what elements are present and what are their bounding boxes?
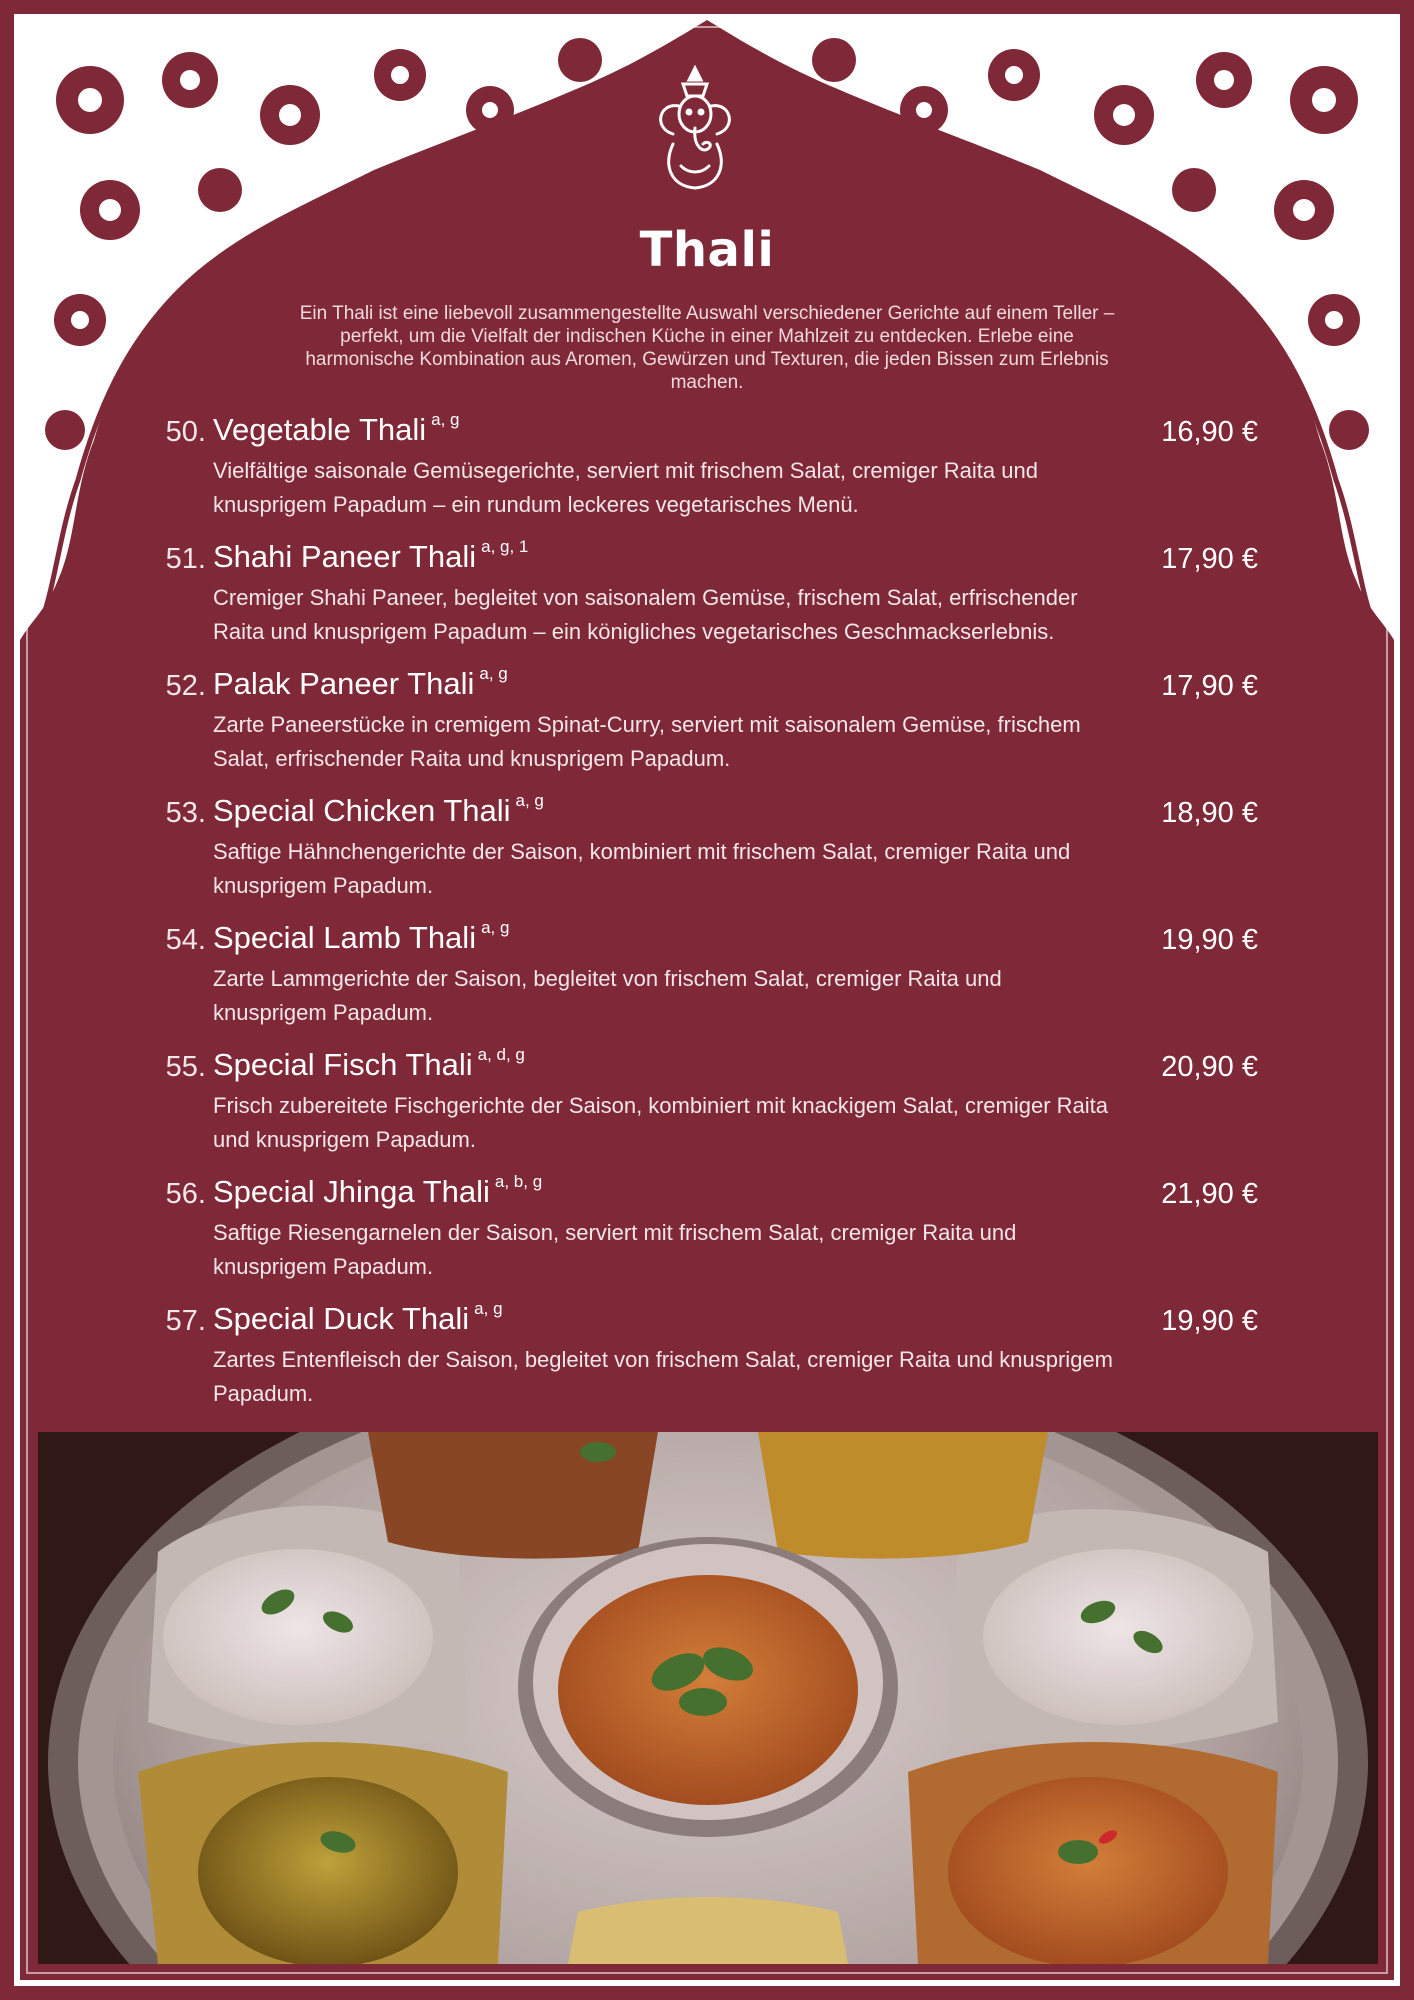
item-price: 18,90 € <box>1161 797 1258 829</box>
menu-list <box>158 412 1258 1428</box>
menu-item <box>158 920 1258 1047</box>
item-number: 56. <box>165 1178 206 1210</box>
item-name: Palak Paneer Thali $^{a, g}$ <box>213 664 508 701</box>
allergen-codes: a, g <box>479 664 508 683</box>
item-price: 19,90 € <box>1161 1305 1258 1337</box>
item-description: Saftige Riesengarnelen der Saison, serviert mit frischem Salat, cremiger Raita und knusprigem Papadum. <box>213 1220 1017 1279</box>
item-price: 20,90 € <box>1161 1051 1258 1083</box>
menu-item <box>158 1174 1258 1301</box>
allergen-codes: a, b, g <box>494 1172 543 1191</box>
item-price: 16,90 € <box>1161 416 1258 448</box>
allergen-codes: a, g, 1 <box>481 537 529 556</box>
item-description: Zarte Paneerstücke in cremigem Spinat-Curry, serviert mit saisonalem Gemüse, frischem Salat, erfrischender Raita und knusprigem Papadum. <box>213 712 1081 771</box>
item-number: 53. <box>165 797 206 829</box>
item-number: 54. <box>165 924 206 956</box>
item-name: Shahi Paneer Thali $^{a, g, 1}$ <box>213 537 529 574</box>
menu-item <box>158 666 1258 793</box>
menu-item <box>158 793 1258 920</box>
item-price: 17,90 € <box>1161 670 1258 702</box>
menu-item <box>158 1047 1258 1174</box>
ganesha-icon <box>645 62 745 202</box>
thali-food-photo <box>38 1432 1378 1964</box>
item-name: Special Jhinga Thali $^{a, b, g}$ <box>213 1172 543 1209</box>
item-description: Vielfältige saisonale Gemüsegerichte, serviert mit frischem Salat, cremiger Raita und knusprigem Papadum – ein rundum leckeres vegetarisches Menü. <box>213 458 1038 517</box>
item-name: Special Lamb Thali $^{a, g}$ <box>213 918 510 955</box>
menu-item <box>158 412 1258 539</box>
item-number: 50. <box>165 416 206 448</box>
item-name: Special Duck Thali $^{a, g}$ <box>213 1299 503 1336</box>
item-description: Zarte Lammgerichte der Saison, begleitet von frischem Salat, cremiger Raita und knusprigem Papadum. <box>213 966 1002 1025</box>
allergen-codes: a, g <box>515 791 544 810</box>
item-description: Saftige Hähnchengerichte der Saison, kombiniert mit frischem Salat, cremiger Raita und knusprigem Papadum. <box>213 839 1071 898</box>
item-name: Special Fisch Thali $^{a, d, g}$ <box>213 1045 525 1082</box>
menu-item <box>158 1301 1258 1428</box>
item-description: Zartes Entenfleisch der Saison, begleitet von frischem Salat, cremiger Raita und knusprigem Papadum. <box>213 1347 1113 1406</box>
item-number: 52. <box>165 670 206 702</box>
menu-item <box>158 539 1258 666</box>
allergen-codes: a, g <box>481 918 510 937</box>
item-number: 55. <box>165 1051 206 1083</box>
item-price: 21,90 € <box>1161 1178 1258 1210</box>
item-number: 51. <box>165 543 206 575</box>
page-title: Thali <box>639 222 775 278</box>
allergen-codes: a, g <box>474 1299 503 1318</box>
item-description: Cremiger Shahi Paneer, begleitet von saisonalem Gemüse, frischem Salat, erfrischender Raita und knusprigem Papadum – ein königliches vegetarisches Geschmackserlebnis. <box>213 585 1078 644</box>
allergen-codes: a, g <box>431 410 460 429</box>
intro-text: Ein Thali ist eine liebevoll zusammengestellte Auswahl verschiedener Gerichte auf einem Teller – perfekt, um die Vielfalt der indischen Küche in einer Mahlzeit zu entdecken. Erlebe eine harmonische Kombination aus Aromen, Gewürzen und Texturen, die jeden Bissen zum Erlebnis machen. <box>299 303 1115 393</box>
item-description: Frisch zubereitete Fischgerichte der Saison, kombiniert mit knackigem Salat, cremiger Raita und knusprigem Papadum. <box>213 1093 1109 1152</box>
item-name: Special Chicken Thali $^{a, g}$ <box>213 791 544 828</box>
item-number: 57. <box>165 1305 206 1337</box>
allergen-codes: a, d, g <box>477 1045 525 1064</box>
thali-plate-illustration <box>38 1432 1378 1964</box>
item-price: 17,90 € <box>1161 543 1258 575</box>
item-name: Vegetable Thali $^{a, g}$ <box>213 410 460 447</box>
item-price: 19,90 € <box>1161 924 1258 956</box>
